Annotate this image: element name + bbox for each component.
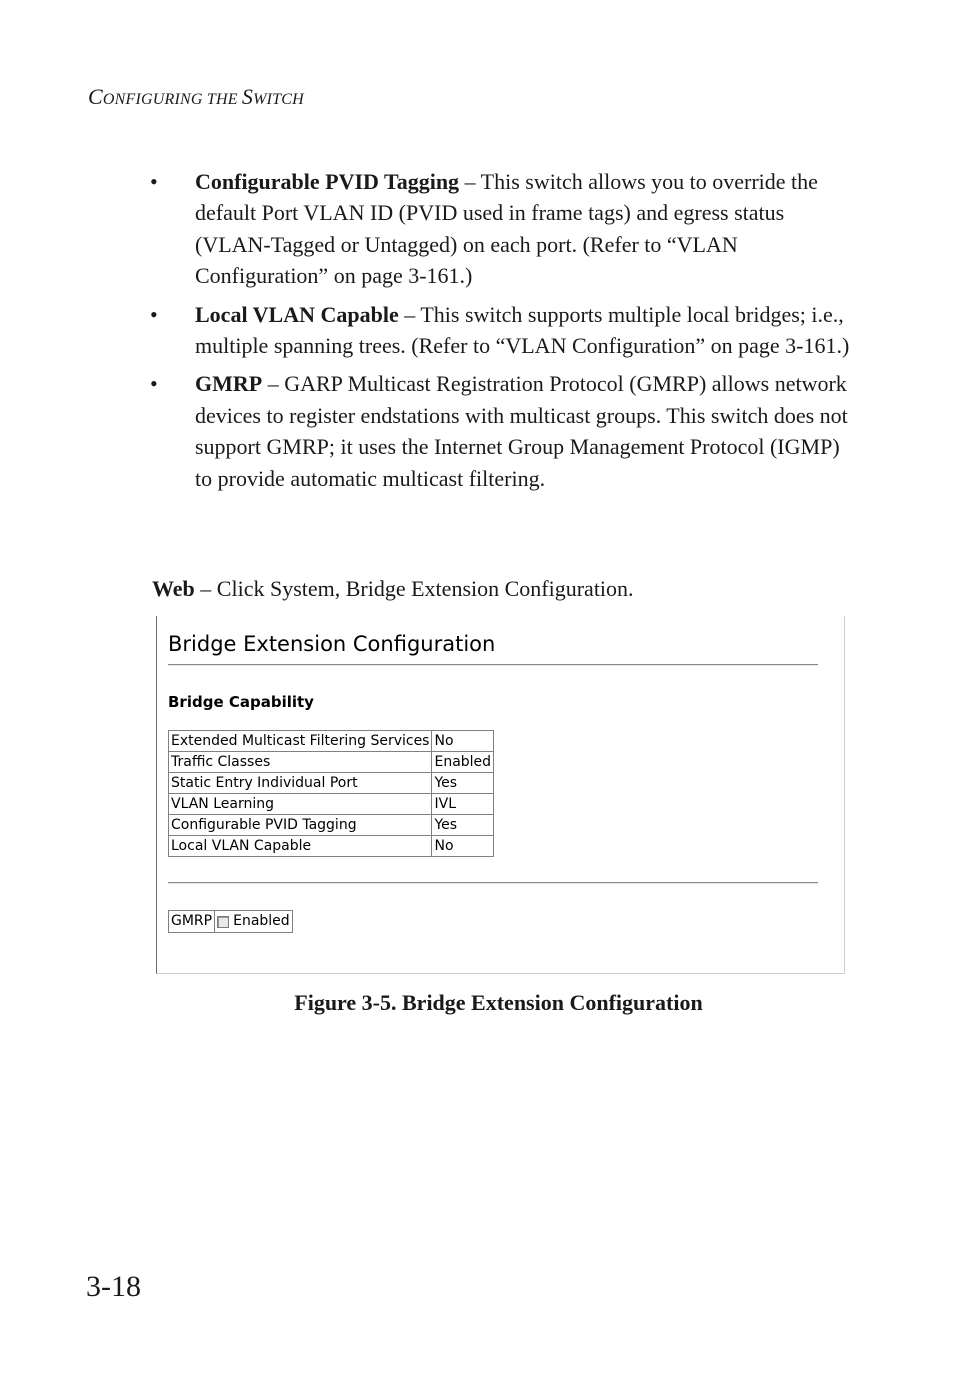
capability-value: No [432,836,494,857]
running-head-smallcaps-2: WITCH [253,91,304,108]
table-row [169,773,494,794]
running-head-smallcaps-1: ONFIGURING THE [102,91,242,108]
capability-value: IVL [432,794,494,815]
web-instruction [152,573,634,604]
table-row [169,731,494,752]
gmrp-label: GMRP [169,911,215,932]
gmrp-enabled-control[interactable] [215,911,292,932]
bullet-marker: • [150,371,158,397]
capability-value: Yes [432,815,494,836]
bridge-extension-screenshot [156,616,845,974]
capability-label: Static Entry Individual Port [169,773,432,794]
bridge-capability-table [168,730,494,857]
capability-label: Traffic Classes [169,752,432,773]
bullet-marker: • [150,301,158,327]
gmrp-enabled-checkbox[interactable] [217,916,229,928]
bullet-gmrp [150,368,850,494]
capability-value: Yes [432,773,494,794]
figure-caption: Figure 3-5. Bridge Extension Configuration [294,990,703,1015]
bullet-pvid-tagging [150,166,850,292]
table-row [169,794,494,815]
bullet-marker: • [150,169,158,194]
bridge-capability-heading: Bridge Capability [168,693,314,711]
screenshot-title: Bridge Extension Configuration [168,632,496,656]
table-row [169,752,494,773]
page-number: 3-18 [86,1270,141,1303]
capability-value: Enabled [432,752,494,773]
gmrp-setting [168,910,293,933]
capability-label: Configurable PVID Tagging [169,815,432,836]
gmrp-enabled-label: Enabled [233,913,290,929]
bullet-text: – This switch allows you to override the default Port VLAN ID (PVID used in frame tags) and egress status (VLAN-Tagged or Untagged) on each port. (Refer to “VLAN Configuration” on page 3-161.) [195,169,818,289]
running-head-cap-c: C [88,84,103,109]
capability-label: VLAN Learning [169,794,432,815]
web-term: Web [152,576,195,601]
running-head [88,84,304,110]
running-head-cap-s: S [241,84,254,109]
bullet-text: – GARP Multicast Registration Protocol (GMRP) allows network devices to register endstations with multicast groups. This switch does not support GMRP; it uses the Internet Group Management Protocol (IGMP) to provide automatic multicast filtering. [195,371,848,491]
table-row [169,836,494,857]
feature-bullet-list [150,166,850,501]
capability-label: Local VLAN Capable [169,836,432,857]
title-divider [168,664,818,666]
capability-value: No [432,731,494,752]
bullet-term: Configurable PVID Tagging [195,169,460,194]
bullet-term: Local VLAN Capable [195,301,399,327]
bullet-term: GMRP [195,371,263,397]
capability-label: Extended Multicast Filtering Services [169,731,432,752]
web-text: – Click System, Bridge Extension Configuration. [194,576,634,601]
section-divider [168,882,818,884]
table-row [169,815,494,836]
bullet-local-vlan [150,299,850,362]
bullet-text: – This switch supports multiple local bridges; i.e., multiple spanning trees. (Refer to “VLAN Configuration” on page 3-161.) [195,301,850,359]
